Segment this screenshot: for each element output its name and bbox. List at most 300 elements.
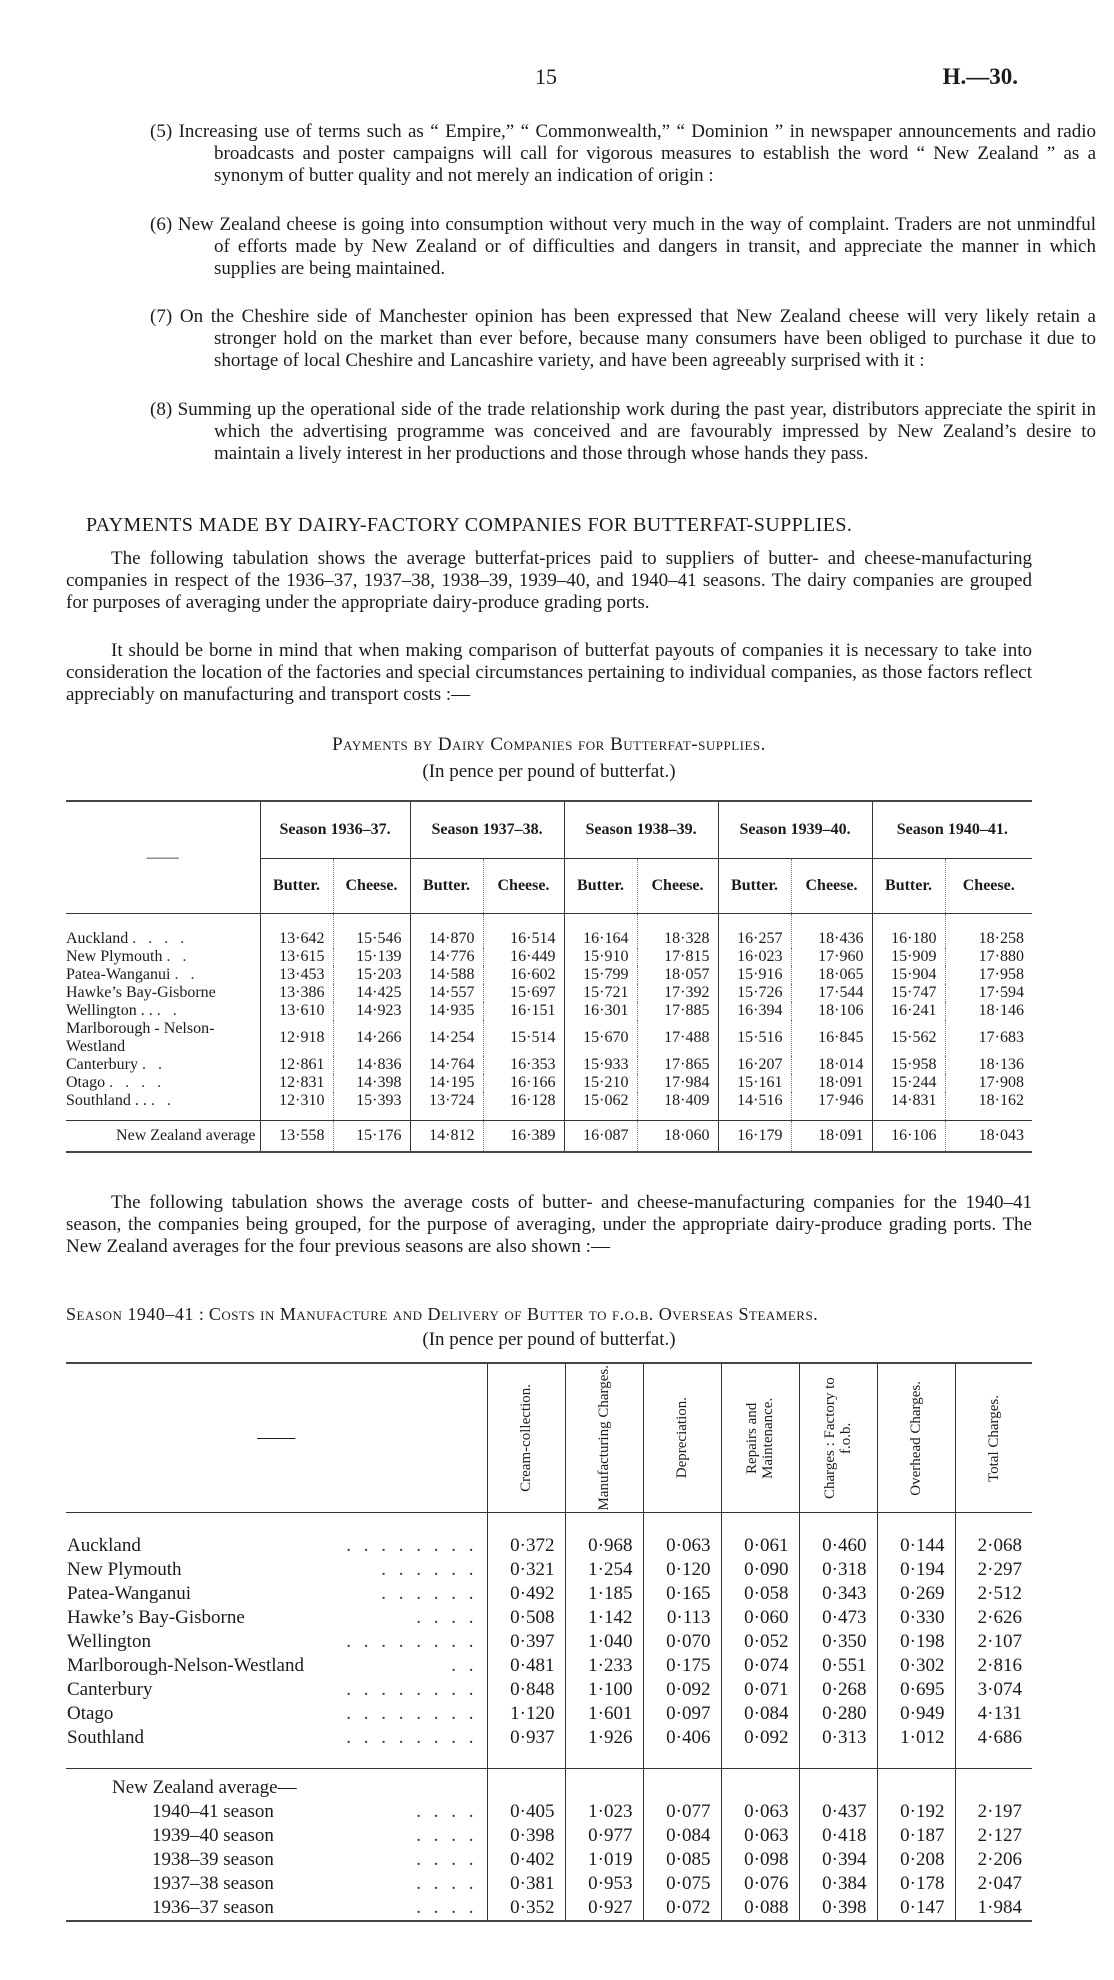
leader-dots: . . . . . . . . — [346, 1631, 478, 1652]
average-cost-cell: 2·197 — [955, 1800, 1032, 1824]
cost-cell: 0·350 — [799, 1630, 877, 1654]
section-heading: PAYMENTS MADE BY DAIRY-FACTORY COMPANIES FOR BUTTERFAT-SUPPLIES. — [86, 514, 853, 536]
average-cost-cell: 0·405 — [487, 1800, 565, 1824]
price-cell: 14·557 — [410, 984, 483, 1002]
cost-cell: 0·052 — [721, 1630, 799, 1654]
cost-column-header — [487, 1363, 565, 1513]
cost-cell: 0·268 — [799, 1678, 877, 1702]
cost-cell: 0·321 — [487, 1558, 565, 1582]
average-cost-cell: 0·953 — [565, 1872, 643, 1896]
table2-caption-main: Costs in Manufacture and Delivery of Butter to f.o.b. Overseas Steamers. — [208, 1304, 819, 1324]
cost-cell: 1·012 — [877, 1726, 955, 1750]
cost-cell: 0·194 — [877, 1558, 955, 1582]
spacer-cell — [955, 1750, 1032, 1769]
price-cell: 17·880 — [945, 948, 1032, 966]
table-row — [66, 1630, 1032, 1654]
price-cell: 15·393 — [333, 1092, 410, 1121]
average-row — [66, 1896, 1032, 1921]
price-cell: 13·610 — [260, 1002, 333, 1020]
leader-dots: . . . . . . . . — [346, 1679, 478, 1700]
leader-dots: . . — [166, 948, 191, 965]
price-cell: 14·764 — [410, 1056, 483, 1074]
average-cost-cell: 1·984 — [955, 1896, 1032, 1921]
district-name — [66, 1678, 487, 1702]
spacer-cell — [877, 1750, 955, 1769]
average-row — [66, 1824, 1032, 1848]
leader-dots: . . . . — [416, 1801, 478, 1822]
price-cell: 17·984 — [637, 1074, 718, 1092]
price-cell: 16·449 — [483, 948, 564, 966]
price-cell: 15·747 — [872, 984, 945, 1002]
leader-dots: . . . . — [416, 1897, 478, 1918]
cost-cell: 0·343 — [799, 1582, 877, 1606]
leader-dots: . . — [150, 1092, 175, 1109]
price-cell: 18·258 — [945, 914, 1032, 949]
district-name — [66, 1582, 487, 1606]
district-name — [66, 1606, 487, 1630]
spacer-cell — [643, 1769, 721, 1801]
cost-cell: 0·695 — [877, 1678, 955, 1702]
price-cell: 15·910 — [564, 948, 637, 966]
table2-caption — [66, 1304, 1032, 1325]
price-cell: 14·923 — [333, 1002, 410, 1020]
item-8: (8) Summing up the operational side of the trade relationship work during the past year, distributors appreciate the spirit in which the advertising programme was conceived and are favourably impressed by New Zealand’s desire to maintain a lively interest in her productions and those through whose hands they pass. — [150, 399, 1096, 464]
season-header: Season 1939–40. — [718, 801, 872, 859]
paragraph-intro: The following tabulation shows the average butterfat-prices paid to suppliers of butter- and cheese-manufacturing companies in respect of the 1936–37, 1937–38, 1938–39, 1939–40, and 1940–41 seasons. The dairy companies are grouped for purposes of averaging under the appropriate dairy-produce grading ports. — [66, 548, 1032, 613]
cost-cell: 2·297 — [955, 1558, 1032, 1582]
cost-column-header — [643, 1363, 721, 1513]
leader-dots: . . . . — [416, 1607, 478, 1628]
price-cell: 18·057 — [637, 966, 718, 984]
cost-cell: 2·816 — [955, 1654, 1032, 1678]
price-cell: 17·392 — [637, 984, 718, 1002]
cost-column-label: Repairs and Maintenance. — [744, 1397, 776, 1479]
cheese-column-header: Cheese. — [483, 859, 564, 914]
district-label: Southland — [67, 1727, 145, 1748]
district-name — [66, 1558, 487, 1582]
price-cell: 15·904 — [872, 966, 945, 984]
price-cell: 16·353 — [483, 1056, 564, 1074]
leader-dots: . . . . — [416, 1873, 478, 1894]
average-cost-cell: 0·398 — [487, 1824, 565, 1848]
cost-cell: 1·142 — [565, 1606, 643, 1630]
cost-cell: 0·074 — [721, 1654, 799, 1678]
page-number: 15 — [535, 64, 557, 89]
average-cost-cell: 0·088 — [721, 1896, 799, 1921]
price-cell: 15·516 — [718, 1020, 791, 1056]
price-cell: 17·865 — [637, 1056, 718, 1074]
average-row — [66, 1800, 1032, 1824]
cost-cell: 1·040 — [565, 1630, 643, 1654]
average-cost-cell: 0·063 — [721, 1824, 799, 1848]
cost-cell: 0·092 — [643, 1678, 721, 1702]
spacer-cell — [877, 1769, 955, 1801]
cost-cell: 0·508 — [487, 1606, 565, 1630]
cost-cell: 0·090 — [721, 1558, 799, 1582]
average-cost-cell: 0·147 — [877, 1896, 955, 1921]
district-name — [66, 1074, 260, 1092]
spacer-row — [66, 1750, 1032, 1769]
cost-cell: 0·968 — [565, 1513, 643, 1559]
spacer-cell — [643, 1750, 721, 1769]
price-cell: 17·815 — [637, 948, 718, 966]
average-cell: 14·812 — [410, 1121, 483, 1153]
price-cell: 16·166 — [483, 1074, 564, 1092]
season-header: Season 1937–38. — [410, 801, 564, 859]
cheese-column-header: Cheese. — [333, 859, 410, 914]
price-cell: 13·386 — [260, 984, 333, 1002]
table1-caption: Payments by Dairy Companies for Butterfat-supplies. — [332, 734, 766, 755]
season-label: 1939–40 season — [152, 1825, 274, 1846]
district-name — [66, 1654, 487, 1678]
average-cost-cell: 1·023 — [565, 1800, 643, 1824]
table-row — [66, 1558, 1032, 1582]
average-cost-cell: 0·085 — [643, 1848, 721, 1872]
average-cost-cell: 0·077 — [643, 1800, 721, 1824]
price-cell: 17·908 — [945, 1074, 1032, 1092]
price-cell: 17·960 — [791, 948, 872, 966]
cost-column-label: Overhead Charges. — [908, 1380, 924, 1496]
butter-column-header: Butter. — [872, 859, 945, 914]
price-cell: 18·409 — [637, 1092, 718, 1121]
price-cell: 14·266 — [333, 1020, 410, 1056]
price-cell: 14·935 — [410, 1002, 483, 1020]
table-row — [66, 984, 1032, 1002]
cost-cell: 0·551 — [799, 1654, 877, 1678]
price-cell: 14·254 — [410, 1020, 483, 1056]
cost-cell: 0·058 — [721, 1582, 799, 1606]
district-label: Hawke’s Bay-Gisborne — [67, 1607, 245, 1628]
cost-cell: 0·092 — [721, 1726, 799, 1750]
average-cell: 16·087 — [564, 1121, 637, 1153]
leader-dots: . . — [451, 1655, 478, 1676]
season-name — [66, 1872, 487, 1896]
average-cost-cell: 2·127 — [955, 1824, 1032, 1848]
leader-dots: . . . . — [109, 1074, 166, 1091]
cost-cell: 0·406 — [643, 1726, 721, 1750]
season-header: Season 1940–41. — [872, 801, 1032, 859]
butterfat-payments-table — [66, 800, 1032, 1153]
cost-cell: 0·198 — [877, 1630, 955, 1654]
spacer-cell — [721, 1750, 799, 1769]
price-cell: 14·195 — [410, 1074, 483, 1092]
cost-cell: 0·937 — [487, 1726, 565, 1750]
price-cell: 17·544 — [791, 984, 872, 1002]
cost-cell: 2·626 — [955, 1606, 1032, 1630]
price-cell: 15·909 — [872, 948, 945, 966]
season-name — [66, 1896, 487, 1921]
price-cell: 18·328 — [637, 914, 718, 949]
cost-cell: 0·302 — [877, 1654, 955, 1678]
leader-dots: . . — [174, 966, 199, 983]
cost-cell: 0·084 — [721, 1702, 799, 1726]
leader-dots: . . . . . . . . — [346, 1703, 478, 1724]
average-cost-cell: 0·076 — [721, 1872, 799, 1896]
district-name — [66, 914, 260, 949]
price-cell: 16·180 — [872, 914, 945, 949]
price-cell: 14·588 — [410, 966, 483, 984]
butter-column-header: Butter. — [718, 859, 791, 914]
cost-column-label: Manufacturing Charges. — [596, 1365, 612, 1511]
average-cell: 16·179 — [718, 1121, 791, 1153]
average-row — [66, 1121, 1032, 1153]
paragraph-note: It should be borne in mind that when making comparison of butterfat payouts of companies it is necessary to take into consideration the location of the factories and special circumstances pertaining to individual companies, as those factors reflect appreciably on manufacturing and transport costs :— — [66, 640, 1033, 705]
district-name — [66, 948, 260, 966]
price-cell: 17·488 — [637, 1020, 718, 1056]
item-6: (6) New Zealand cheese is going into consumption without very much in the way of complaint. Traders are not unmindful of efforts made by New Zealand or of difficulties and dangers in transit, and appreciate the manner in which supplies are being maintained. — [150, 214, 1096, 279]
district-name — [66, 1092, 260, 1121]
average-cost-cell: 0·084 — [643, 1824, 721, 1848]
table2-corner: —— — [257, 1427, 296, 1448]
spacer-cell — [565, 1769, 643, 1801]
price-cell: 17·958 — [945, 966, 1032, 984]
cost-cell: 0·848 — [487, 1678, 565, 1702]
cost-cell: 0·175 — [643, 1654, 721, 1678]
average-cost-cell: 0·381 — [487, 1872, 565, 1896]
cost-column-label: Charges : Factory to f.o.b. — [822, 1377, 854, 1499]
price-cell: 17·683 — [945, 1020, 1032, 1056]
spacer-cell — [565, 1750, 643, 1769]
cost-cell: 0·492 — [487, 1582, 565, 1606]
paragraph-costs-intro: The following tabulation shows the average costs of butter- and cheese-manufacturing companies for the 1940–41 season, the companies being grouped, for the purpose of averaging, under the appropriate dairy-produce grading ports. The New Zealand averages for the four previous seasons are also shown :— — [66, 1192, 1032, 1257]
leader-dots: . . . . . . . . — [346, 1535, 478, 1556]
cost-cell: 0·330 — [877, 1606, 955, 1630]
price-cell: 16·394 — [718, 1002, 791, 1020]
table2-subcaption: (In pence per pound of butterfat.) — [422, 1329, 676, 1350]
average-heading-row — [66, 1769, 1032, 1801]
season-label: 1938–39 season — [152, 1849, 274, 1870]
price-cell: 14·516 — [718, 1092, 791, 1121]
price-cell: 15·670 — [564, 1020, 637, 1056]
price-cell: 13·724 — [410, 1092, 483, 1121]
cost-cell: 2·512 — [955, 1582, 1032, 1606]
butter-column-header: Butter. — [564, 859, 637, 914]
table-row — [66, 948, 1032, 966]
average-cell: 15·176 — [333, 1121, 410, 1153]
average-cost-cell: 0·418 — [799, 1824, 877, 1848]
table-row — [66, 1678, 1032, 1702]
spacer-cell — [799, 1750, 877, 1769]
average-cost-cell: 0·384 — [799, 1872, 877, 1896]
leader-dots: . . . . — [416, 1825, 478, 1846]
cost-column-header — [799, 1363, 877, 1513]
average-cost-cell: 0·437 — [799, 1800, 877, 1824]
table-row — [66, 966, 1032, 984]
spacer-cell — [487, 1769, 565, 1801]
price-cell: 15·958 — [872, 1056, 945, 1074]
price-cell: 16·023 — [718, 948, 791, 966]
average-cost-cell: 0·187 — [877, 1824, 955, 1848]
average-cost-cell: 0·402 — [487, 1848, 565, 1872]
price-cell: 18·136 — [945, 1056, 1032, 1074]
average-cost-cell: 0·352 — [487, 1896, 565, 1921]
cost-cell: 0·372 — [487, 1513, 565, 1559]
district-label: New Plymouth — [67, 1559, 182, 1580]
table-row — [66, 1056, 1032, 1074]
item-5: (5) Increasing use of terms such as “ Empire,” “ Commonwealth,” “ Dominion ” in newspaper announcements and radio broadcasts and poster campaigns will call for vigorous measures to establish the word “ New Zealand ” as a synonym of butter quality and not merely an indication of origin : — [150, 121, 1096, 186]
cost-column-label: Total Charges. — [985, 1394, 1002, 1482]
price-cell: 15·697 — [483, 984, 564, 1002]
price-cell: 16·845 — [791, 1020, 872, 1056]
table-row — [66, 1726, 1032, 1750]
average-cost-cell: 0·977 — [565, 1824, 643, 1848]
table1-subcaption: (In pence per pound of butterfat.) — [422, 761, 676, 782]
cost-cell: 0·460 — [799, 1513, 877, 1559]
price-cell: 15·244 — [872, 1074, 945, 1092]
price-cell: 14·870 — [410, 914, 483, 949]
table1-corner: —— — [146, 848, 179, 866]
price-cell: 12·831 — [260, 1074, 333, 1092]
cost-cell: 1·254 — [565, 1558, 643, 1582]
cost-cell: 0·120 — [643, 1558, 721, 1582]
table-row — [66, 1582, 1032, 1606]
table-row — [66, 1702, 1032, 1726]
price-cell: 16·164 — [564, 914, 637, 949]
average-heading: New Zealand average— — [66, 1769, 487, 1801]
leader-dots: . . . . — [416, 1849, 478, 1870]
average-cost-cell: 0·075 — [643, 1872, 721, 1896]
price-cell: 14·836 — [333, 1056, 410, 1074]
butter-column-header: Butter. — [260, 859, 333, 914]
district-label: Otago — [67, 1703, 114, 1724]
price-cell: 18·436 — [791, 914, 872, 949]
average-cost-cell: 2·206 — [955, 1848, 1032, 1872]
price-cell: 15·514 — [483, 1020, 564, 1056]
table-row — [66, 914, 1032, 949]
price-cell: 16·207 — [718, 1056, 791, 1074]
average-cell: 18·060 — [637, 1121, 718, 1153]
district-name — [66, 1002, 260, 1020]
cost-cell: 0·144 — [877, 1513, 955, 1559]
cheese-column-header: Cheese. — [791, 859, 872, 914]
average-cost-cell: 2·047 — [955, 1872, 1032, 1896]
average-cost-cell: 0·178 — [877, 1872, 955, 1896]
district-label: Patea-Wanganui — [66, 966, 171, 983]
table-row — [66, 1074, 1032, 1092]
price-cell: 17·946 — [791, 1092, 872, 1121]
average-cell: 16·389 — [483, 1121, 564, 1153]
cost-column-header — [955, 1363, 1032, 1513]
district-name — [66, 1630, 487, 1654]
price-cell: 18·014 — [791, 1056, 872, 1074]
season-name — [66, 1800, 487, 1824]
average-cost-cell: 0·063 — [721, 1800, 799, 1824]
average-row — [66, 1872, 1032, 1896]
price-cell: 14·831 — [872, 1092, 945, 1121]
price-cell: 18·091 — [791, 1074, 872, 1092]
district-label: Auckland — [66, 930, 129, 947]
leader-dots: . . . . . . — [381, 1583, 478, 1604]
district-label: Patea-Wanganui — [67, 1583, 192, 1604]
cost-cell: 0·473 — [799, 1606, 877, 1630]
butter-column-header: Butter. — [410, 859, 483, 914]
cost-cell: 0·397 — [487, 1630, 565, 1654]
cost-cell: 1·100 — [565, 1678, 643, 1702]
spacer-cell — [799, 1769, 877, 1801]
leader-dots: . . . . . . . . — [346, 1727, 478, 1748]
price-cell: 17·885 — [637, 1002, 718, 1020]
cost-cell: 1·120 — [487, 1702, 565, 1726]
price-cell: 16·257 — [718, 914, 791, 949]
season-name — [66, 1848, 487, 1872]
leader-dots: . . . . — [132, 930, 189, 947]
season-label: 1936–37 season — [152, 1897, 274, 1918]
price-cell: 15·721 — [564, 984, 637, 1002]
cost-cell: 1·926 — [565, 1726, 643, 1750]
district-label: Hawke’s Bay-Gisborne — [66, 984, 216, 1001]
price-cell: 17·594 — [945, 984, 1032, 1002]
season-name — [66, 1824, 487, 1848]
district-label: Southland . . — [66, 1092, 147, 1109]
table-row — [66, 1092, 1032, 1121]
table-row — [66, 1513, 1032, 1559]
price-cell: 14·398 — [333, 1074, 410, 1092]
leader-dots: . . . . . . — [381, 1559, 478, 1580]
average-cell: 16·106 — [872, 1121, 945, 1153]
manufacturing-costs-table — [66, 1362, 1032, 1922]
season-label: 1937–38 season — [152, 1873, 274, 1894]
district-label: Canterbury — [67, 1679, 153, 1700]
cost-column-header — [721, 1363, 799, 1513]
price-cell: 15·562 — [872, 1020, 945, 1056]
price-cell: 15·203 — [333, 966, 410, 984]
price-cell: 14·425 — [333, 984, 410, 1002]
cost-column-header — [877, 1363, 955, 1513]
district-name — [66, 1020, 260, 1056]
price-cell: 15·546 — [333, 914, 410, 949]
average-cost-cell: 1·019 — [565, 1848, 643, 1872]
cost-cell: 4·131 — [955, 1702, 1032, 1726]
cheese-column-header: Cheese. — [945, 859, 1032, 914]
cost-cell: 0·949 — [877, 1702, 955, 1726]
average-cost-cell: 0·398 — [799, 1896, 877, 1921]
leader-dots: . . — [141, 1056, 166, 1073]
price-cell: 15·139 — [333, 948, 410, 966]
cost-cell: 0·313 — [799, 1726, 877, 1750]
price-cell: 12·918 — [260, 1020, 333, 1056]
cost-cell: 0·165 — [643, 1582, 721, 1606]
table-row — [66, 1654, 1032, 1678]
average-cell: 18·043 — [945, 1121, 1032, 1153]
price-cell: 15·062 — [564, 1092, 637, 1121]
price-cell: 18·106 — [791, 1002, 872, 1020]
average-label: New Zealand average — [66, 1121, 260, 1153]
price-cell: 16·514 — [483, 914, 564, 949]
table-row — [66, 1002, 1032, 1020]
cost-cell: 1·185 — [565, 1582, 643, 1606]
price-cell: 16·128 — [483, 1092, 564, 1121]
average-cost-cell: 0·927 — [565, 1896, 643, 1921]
cost-cell: 0·063 — [643, 1513, 721, 1559]
price-cell: 16·602 — [483, 966, 564, 984]
price-cell: 18·146 — [945, 1002, 1032, 1020]
cost-column-header — [565, 1363, 643, 1513]
average-cost-cell: 0·072 — [643, 1896, 721, 1921]
district-name — [66, 1702, 487, 1726]
average-cell: 13·558 — [260, 1121, 333, 1153]
district-label: Wellington . . — [66, 1002, 153, 1019]
price-cell: 12·310 — [260, 1092, 333, 1121]
cost-cell: 1·233 — [565, 1654, 643, 1678]
district-label: Marlborough-Nelson-Westland — [67, 1655, 304, 1676]
price-cell: 13·642 — [260, 914, 333, 949]
district-label: Canterbury — [66, 1056, 138, 1073]
cost-cell: 2·107 — [955, 1630, 1032, 1654]
table-row — [66, 1606, 1032, 1630]
cost-cell: 0·269 — [877, 1582, 955, 1606]
district-name — [66, 966, 260, 984]
price-cell: 14·776 — [410, 948, 483, 966]
